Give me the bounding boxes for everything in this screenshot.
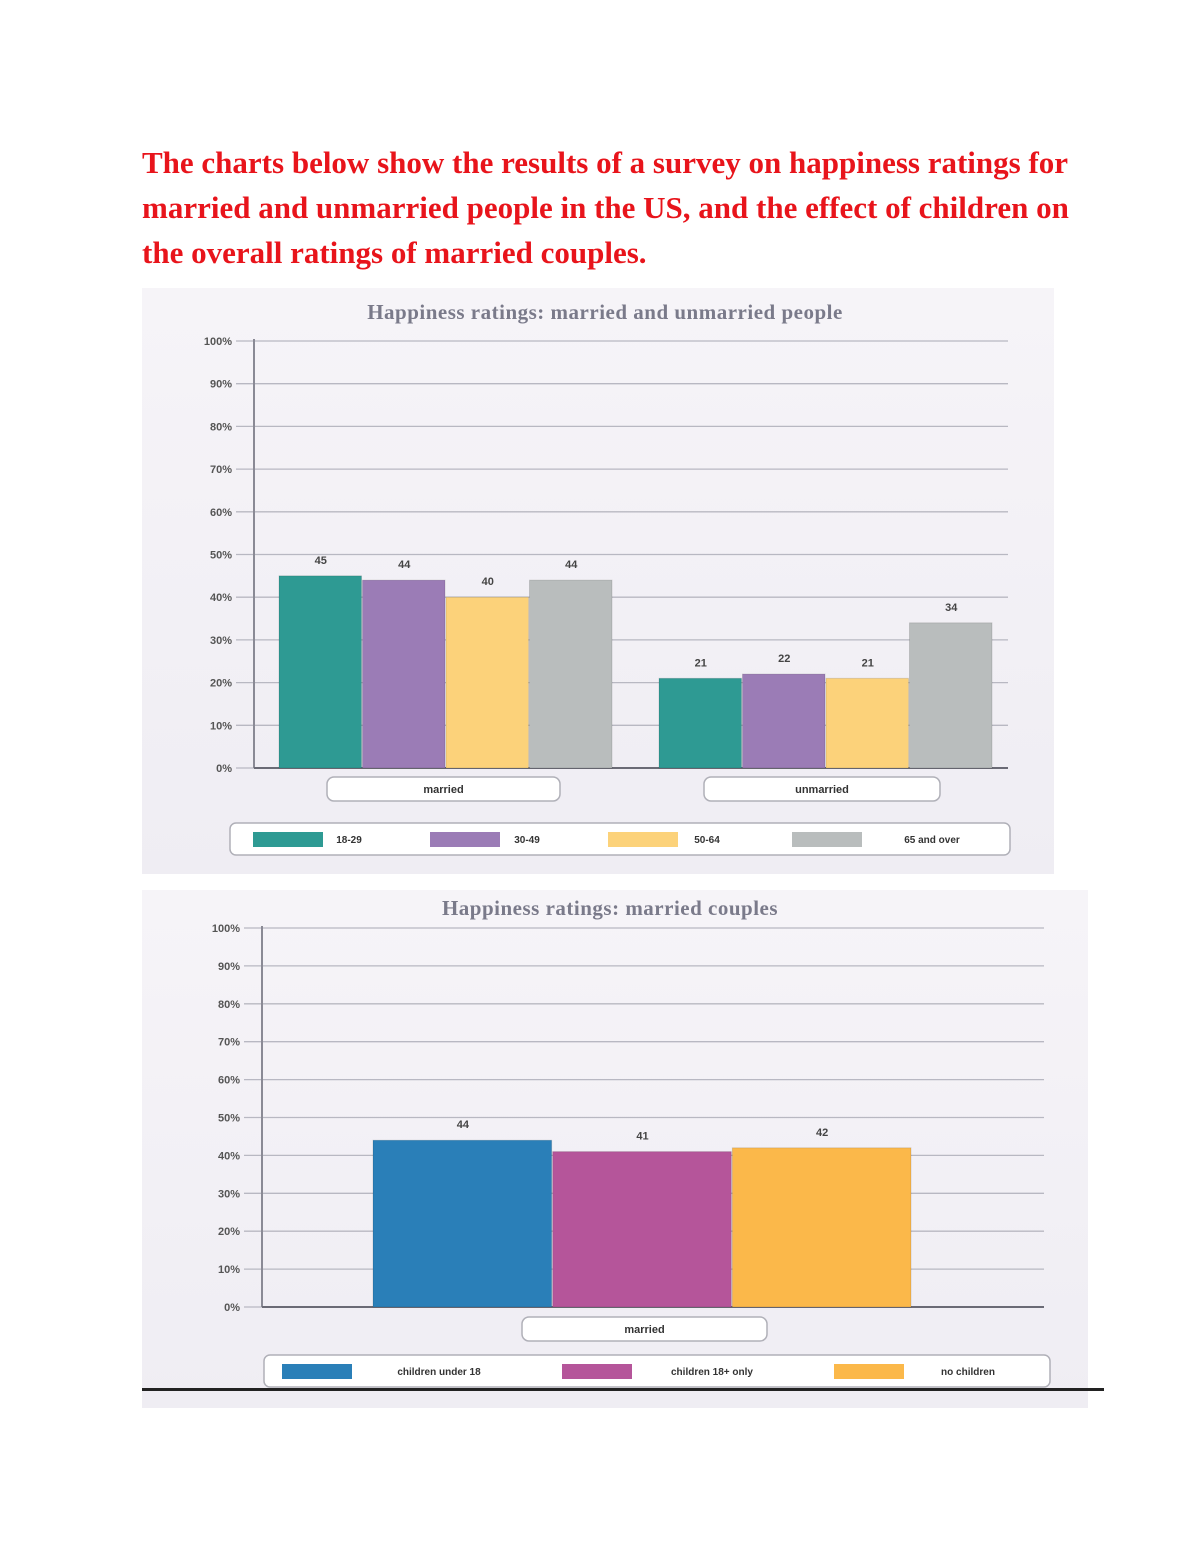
bar-chart-married-couples (142, 890, 1088, 1408)
bar (743, 674, 826, 768)
legend-label: 18-29 (336, 835, 362, 846)
category-label: unmarried (795, 784, 849, 796)
data-label: 45 (314, 554, 327, 567)
legend-swatch (253, 832, 323, 847)
bar (446, 597, 529, 768)
legend-label: 50-64 (694, 835, 720, 846)
data-label: 40 (481, 576, 494, 589)
legend-swatch (282, 1364, 352, 1379)
data-label: 41 (636, 1130, 649, 1143)
data-label: 42 (816, 1126, 829, 1139)
page-heading: The charts below show the results of a survey on happiness ratings for married and unmarried people in the US, and the effect of children on the overall ratings of married couples. (142, 145, 1069, 270)
bar (279, 576, 362, 768)
bar (553, 1152, 732, 1307)
legend-label: no children (941, 1367, 995, 1378)
chart-title: Happiness ratings: married and unmarried people (367, 300, 843, 324)
legend-swatch (792, 832, 862, 847)
y-tick-label: 20% (209, 677, 232, 690)
data-label: 22 (778, 653, 791, 666)
y-tick-label: 10% (209, 720, 232, 733)
chart-panel-married-unmarried (142, 288, 1054, 874)
y-tick-label: 90% (209, 378, 232, 391)
data-label: 44 (456, 1119, 469, 1132)
bar (910, 623, 993, 768)
bar-chart-married-unmarried (142, 288, 1054, 874)
bar (373, 1140, 552, 1307)
y-tick-label: 30% (217, 1188, 240, 1201)
y-tick-label: 100% (211, 923, 240, 935)
y-tick-label: 90% (217, 960, 240, 973)
y-tick-label: 10% (217, 1264, 240, 1277)
chart-panel-married-couples (142, 890, 1088, 1408)
data-label: 44 (398, 559, 411, 572)
chart-title: Happiness ratings: married couples (441, 896, 779, 920)
legend-label: 30-49 (514, 835, 540, 846)
data-label: 34 (945, 601, 958, 614)
bar (659, 678, 742, 768)
category-label: married (423, 784, 464, 796)
bar (826, 678, 909, 768)
legend-swatch (608, 832, 678, 847)
y-tick-label: 0% (224, 1302, 240, 1314)
y-tick-label: 80% (209, 421, 232, 434)
y-tick-label: 70% (217, 1036, 240, 1049)
data-label: 21 (694, 657, 707, 670)
legend-label: 65 and over (904, 835, 960, 846)
y-tick-label: 20% (217, 1226, 240, 1239)
category-label: married (624, 1324, 665, 1336)
legend-box (264, 1355, 1050, 1387)
y-tick-label: 30% (209, 634, 232, 647)
y-tick-label: 50% (217, 1112, 240, 1125)
legend-label: children under 18 (397, 1367, 481, 1378)
legend-swatch (430, 832, 500, 847)
y-tick-label: 0% (216, 763, 232, 775)
bar (363, 580, 446, 768)
y-tick-label: 40% (209, 592, 232, 605)
bar (530, 580, 613, 768)
data-label: 21 (861, 657, 874, 670)
legend-swatch (834, 1364, 904, 1379)
legend-swatch (562, 1364, 632, 1379)
y-tick-label: 50% (209, 549, 232, 562)
y-tick-label: 70% (209, 464, 232, 477)
bottom-rule (142, 1388, 1104, 1391)
y-tick-label: 60% (217, 1074, 240, 1087)
y-tick-label: 60% (209, 506, 232, 519)
data-label: 44 (565, 559, 578, 572)
y-tick-label: 40% (217, 1150, 240, 1163)
legend-label: children 18+ only (671, 1367, 753, 1378)
y-tick-label: 100% (203, 336, 232, 348)
y-tick-label: 80% (217, 998, 240, 1011)
bar (732, 1148, 911, 1307)
